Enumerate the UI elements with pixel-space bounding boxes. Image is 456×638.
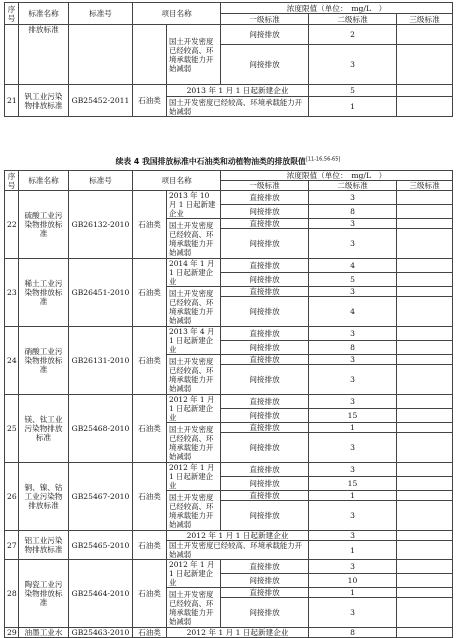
row-value: 3	[309, 191, 397, 205]
row-condition-density: 国土开发密度已经较高、环境承载能力开始减弱	[167, 287, 221, 327]
limits-table-top	[4, 2, 453, 117]
row-type: 间接排放	[221, 365, 309, 395]
header-level2: 二级标准	[309, 181, 397, 191]
header-level2: 二级标准	[309, 14, 397, 25]
header-level1: 一级标准	[221, 14, 309, 25]
row-value: 3	[309, 531, 397, 541]
row-name: 排放标准	[19, 25, 69, 85]
row-value-3	[397, 463, 453, 477]
row-seq: 23	[5, 259, 19, 327]
row-type: 直接排放	[221, 219, 309, 229]
header-level1: 一级标准	[221, 181, 309, 191]
row-value: 3	[309, 560, 397, 574]
row-type: 直接排放	[221, 287, 309, 297]
row-value-3	[397, 97, 453, 117]
row-item	[133, 25, 167, 85]
row-value-3	[397, 501, 453, 531]
row-condition-date: 2012 年 1 月 1 日起新建企业	[167, 463, 221, 491]
row-value: 15	[309, 477, 397, 491]
row-seq	[5, 25, 19, 85]
row-type: 间接排放	[221, 409, 309, 423]
row-type: 间接排放	[221, 205, 309, 219]
row-code: GB25464-2010	[69, 560, 133, 628]
row-value-3	[397, 25, 453, 45]
row-code	[69, 25, 133, 85]
row-type: 间接排放	[221, 341, 309, 355]
row-condition: 2012 年 1 月 1 日起新建企业	[167, 628, 309, 638]
row-value-3	[397, 365, 453, 395]
header-level3: 三级标准	[397, 181, 453, 191]
header-seq: 序号	[5, 171, 19, 191]
row-code: GB25452-2011	[69, 85, 133, 117]
row-name: 硫酸工业污染物排放标准	[19, 191, 69, 259]
limits-table-main	[4, 170, 453, 638]
row-type: 间接排放	[221, 273, 309, 287]
row-value-3	[397, 423, 453, 433]
row-type: 间接排放	[221, 297, 309, 327]
row-type: 间接排放	[221, 229, 309, 259]
row-value-3	[397, 395, 453, 409]
row-value: 3	[309, 463, 397, 477]
row-type: 直接排放	[221, 355, 309, 365]
row-condition-date: 2012 年 1 月 1 日起新建企业	[167, 395, 221, 423]
row-seq: 26	[5, 463, 19, 531]
row-type: 直接排放	[221, 491, 309, 501]
row-name: 铜、镍、钴工业污染物排放标准	[19, 463, 69, 531]
row-condition-density: 国土开发密度已经较高、环境承载能力开始减弱	[167, 355, 221, 395]
row-value-3	[397, 287, 453, 297]
row-type: 间接排放	[221, 433, 309, 463]
row-condition-density: 国土开发密度已经较高、环境承载能力开始减弱	[167, 423, 221, 463]
header-item: 项目名称	[133, 171, 221, 191]
row-value: 1	[309, 491, 397, 501]
row-seq: 27	[5, 531, 19, 560]
row-code: GB25465-2010	[69, 531, 133, 560]
row-value: 3	[309, 501, 397, 531]
row-seq: 25	[5, 395, 19, 463]
row-value: 5	[309, 273, 397, 287]
row-value: 4	[309, 259, 397, 273]
row-name: 油墨工业水	[19, 628, 69, 638]
row-type: 间接排放	[221, 25, 309, 45]
row-type: 间接排放	[221, 574, 309, 588]
header-level3: 三级标准	[397, 14, 453, 25]
row-name: 陶瓷工业污染物排放标准	[19, 560, 69, 628]
row-value-3	[397, 541, 453, 560]
row-value: 3	[309, 229, 397, 259]
row-value-3	[397, 205, 453, 219]
row-value: 10	[309, 574, 397, 588]
row-value: 2	[309, 25, 397, 45]
row-value: 3	[309, 219, 397, 229]
row-value-3	[397, 560, 453, 574]
row-item: 石油类	[133, 259, 167, 327]
row-value-3	[397, 341, 453, 355]
caption-text: 续表 4 我国排放标准中石油类和动植物油类的排放限值	[115, 157, 306, 166]
row-condition-density: 国土开发密度已经较高、环境承载能力开始减弱	[167, 219, 221, 259]
row-value: 4	[309, 297, 397, 327]
header-name: 标准名称	[19, 171, 69, 191]
row-condition: 国土开发密度已经较高、环境承载能力开始减弱	[167, 541, 309, 560]
row-type: 直接排放	[221, 191, 309, 205]
row-condition: 国土开发密度已经较高、环境承载能力开始减弱	[167, 25, 221, 85]
row-name: 铝工业污染物排放标准	[19, 531, 69, 560]
row-value-3	[397, 229, 453, 259]
row-item: 石油类	[133, 531, 167, 560]
row-item: 石油类	[133, 85, 167, 117]
header-limit: 浓度限值（单位： mg/L ）	[221, 171, 453, 181]
row-value-3	[397, 259, 453, 273]
table-caption	[0, 156, 456, 167]
row-value-3	[397, 477, 453, 491]
row-code: GB25467-2010	[69, 463, 133, 531]
row-value: 1	[309, 97, 397, 117]
header-seq: 序号	[5, 3, 19, 25]
row-name: 钒工业污染物排放标准	[19, 85, 69, 117]
row-value: 3	[309, 433, 397, 463]
row-type: 直接排放	[221, 463, 309, 477]
row-condition-date: 2012 年 1 月 1 日起新建企业	[167, 560, 221, 588]
row-type: 直接排放	[221, 395, 309, 409]
row-condition: 2013 年 1 月 1 日起新建企业	[167, 85, 309, 97]
row-name: 硝酸工业污染物排放标准	[19, 327, 69, 395]
row-seq: 21	[5, 85, 19, 117]
row-value: 3	[309, 327, 397, 341]
row-code: GB25468-2010	[69, 395, 133, 463]
row-value: 3	[309, 355, 397, 365]
row-value: 3	[309, 395, 397, 409]
row-name: 镁、钛工业污染物排放标准	[19, 395, 69, 463]
row-value: 3	[309, 287, 397, 297]
row-value: 3	[309, 598, 397, 628]
row-value: 3	[309, 45, 397, 85]
row-value: 5	[309, 85, 397, 97]
row-item: 石油类	[133, 395, 167, 463]
row-code: GB25463-2010	[69, 628, 133, 638]
row-value-3	[397, 273, 453, 287]
row-seq: 22	[5, 191, 19, 259]
header-item: 项目名称	[133, 3, 221, 25]
row-code: GB26132-2010	[69, 191, 133, 259]
row-value-3	[397, 433, 453, 463]
row-value: 1	[309, 423, 397, 433]
row-value: 8	[309, 628, 397, 638]
row-name: 稀土工业污染物排放标准	[19, 259, 69, 327]
row-type: 间接排放	[221, 501, 309, 531]
row-condition: 2012 年 1 月 1 日起新建企业	[167, 531, 309, 541]
row-item: 石油类	[133, 560, 167, 628]
row-value: 8	[309, 341, 397, 355]
row-type: 间接排放	[221, 477, 309, 491]
row-code: GB26451-2010	[69, 259, 133, 327]
row-type: 直接排放	[221, 588, 309, 598]
row-value-3	[397, 588, 453, 598]
row-type: 间接排放	[221, 45, 309, 85]
row-value-3	[397, 531, 453, 541]
header-code: 标准号	[69, 3, 133, 25]
row-type: 直接排放	[221, 259, 309, 273]
row-value-3	[397, 327, 453, 341]
row-value: 1	[309, 588, 397, 598]
row-value: 3	[309, 365, 397, 395]
row-condition-density: 国土开发密度已经较高、环境承载能力开始减弱	[167, 491, 221, 531]
header-name: 标准名称	[19, 3, 69, 25]
row-condition-density: 国土开发密度已经较高、环境承载能力开始减弱	[167, 588, 221, 628]
row-seq: 24	[5, 327, 19, 395]
row-condition-date: 2013 年 10 月 1 日起新建企业	[167, 191, 221, 219]
row-condition: 国土开发密度已经较高、环境承载能力开始减弱	[167, 97, 309, 117]
row-type: 直接排放	[221, 423, 309, 433]
row-value-3	[397, 45, 453, 85]
row-value-3	[397, 409, 453, 423]
row-item: 石油类	[133, 327, 167, 395]
row-value-3	[397, 297, 453, 327]
row-value: 15	[309, 409, 397, 423]
row-value-3	[397, 355, 453, 365]
row-value-3	[397, 85, 453, 97]
row-seq: 29	[5, 628, 19, 638]
row-value-3	[397, 191, 453, 205]
row-value-3	[397, 491, 453, 501]
row-value-3	[397, 598, 453, 628]
row-value: 1	[309, 541, 397, 560]
row-seq: 28	[5, 560, 19, 628]
row-code: GB26131-2010	[69, 327, 133, 395]
row-item: 石油类	[133, 191, 167, 259]
row-condition-date: 2013 年 4 月 1 日起新建企业	[167, 327, 221, 355]
row-type: 间接排放	[221, 598, 309, 628]
row-value-3	[397, 574, 453, 588]
row-value-3	[397, 219, 453, 229]
header-limit: 浓度限值（单位： mg/L ）	[221, 3, 453, 14]
row-type: 直接排放	[221, 327, 309, 341]
row-item: 石油类	[133, 628, 167, 638]
row-condition-date: 2014 年 1 月 1 日起新建企业	[167, 259, 221, 287]
caption-reference: [11-16,56-65]	[305, 156, 341, 163]
row-type: 直接排放	[221, 560, 309, 574]
header-code: 标准号	[69, 171, 133, 191]
row-value: 8	[309, 205, 397, 219]
row-item: 石油类	[133, 463, 167, 531]
